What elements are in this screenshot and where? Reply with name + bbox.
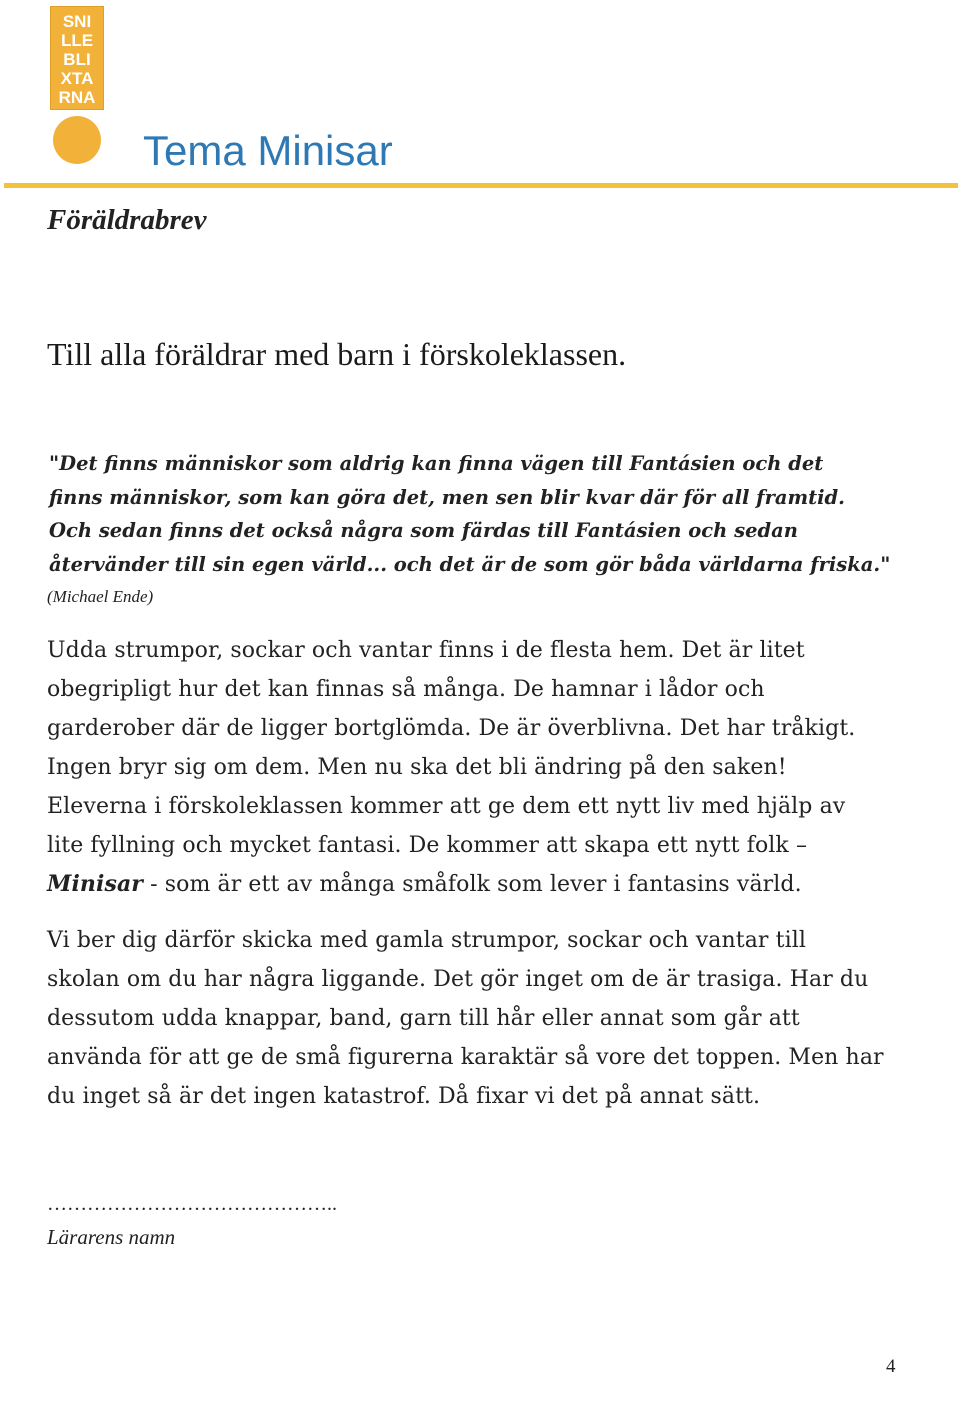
quote-line: "Det finns människor som aldrig kan finna vägen till Fantásien och det	[49, 452, 824, 475]
logo-dot-icon	[53, 116, 101, 164]
paragraph-line: dessutom udda knappar, band, garn till hår eller annat som går att	[47, 1005, 800, 1031]
logo-text-line: RNA	[58, 87, 96, 107]
paragraph-line: Eleverna i förskoleklassen kommer att ge dem ett nytt liv med hjälp av	[47, 793, 846, 819]
minisar-emphasis: Minisar	[47, 871, 143, 898]
quote-block	[49, 447, 899, 581]
quote-author: (Michael Ende)	[47, 587, 154, 606]
page-subtitle: Föräldrabrev	[47, 204, 207, 236]
paragraph-request	[47, 922, 927, 1117]
page-number: 4	[886, 1356, 896, 1377]
quote-line: återvänder till sin egen värld... och det är de som gör båda världarna friska."	[49, 552, 891, 576]
paragraph-line: Ingen bryr sig om dem. Men nu ska det bli ändring på den saken!	[47, 754, 787, 780]
paragraph-line: Udda strumpor, sockar och vantar finns i de flesta hem. Det är litet	[47, 638, 805, 663]
paragraph-line: garderober där de ligger bortglömda. De är överblivna. Det har tråkigt.	[47, 715, 856, 741]
logo-text-line: XTA	[60, 68, 94, 88]
page-title: Tema Minisar	[143, 127, 393, 174]
snilleblixtarna-logo	[50, 6, 104, 110]
paragraph-line: skolan om du har några liggande. Det gör inget om de är trasiga. Har du	[47, 966, 869, 992]
paragraph-line: du inget så är det ingen katastrof. Då fixar vi det på annat sätt.	[47, 1083, 761, 1109]
signature-line: ……………………………………..	[47, 1193, 337, 1215]
paragraph-line: använda för att ge de små figurerna karaktär så vore det toppen. Men har	[47, 1044, 884, 1070]
signature-label: Lärarens namn	[47, 1225, 176, 1249]
logo-text-line: LLE	[60, 30, 94, 50]
logo-text-line: BLI	[63, 49, 91, 69]
paragraph-intro	[47, 632, 927, 905]
greeting-heading: Till alla föräldrar med barn i förskoleklassen.	[47, 336, 627, 372]
logo-text-line: SNI	[62, 11, 92, 31]
title-divider	[4, 183, 958, 188]
quote-line: Och sedan finns det också några som färdas till Fantásien och sedan	[49, 519, 798, 542]
paragraph-line: - som är ett av många småfolk som lever i fantasins värld.	[143, 872, 802, 898]
paragraph-line: Vi ber dig därför skicka med gamla strumpor, sockar och vantar till	[47, 928, 806, 953]
paragraph-line: lite fyllning och mycket fantasi. De kommer att skapa ett nytt folk –	[47, 832, 808, 858]
paragraph-line: obegripligt hur det kan finnas så många. De hamnar i lådor och	[47, 676, 765, 702]
quote-line: finns människor, som kan göra det, men sen blir kvar där för all framtid.	[49, 485, 845, 509]
